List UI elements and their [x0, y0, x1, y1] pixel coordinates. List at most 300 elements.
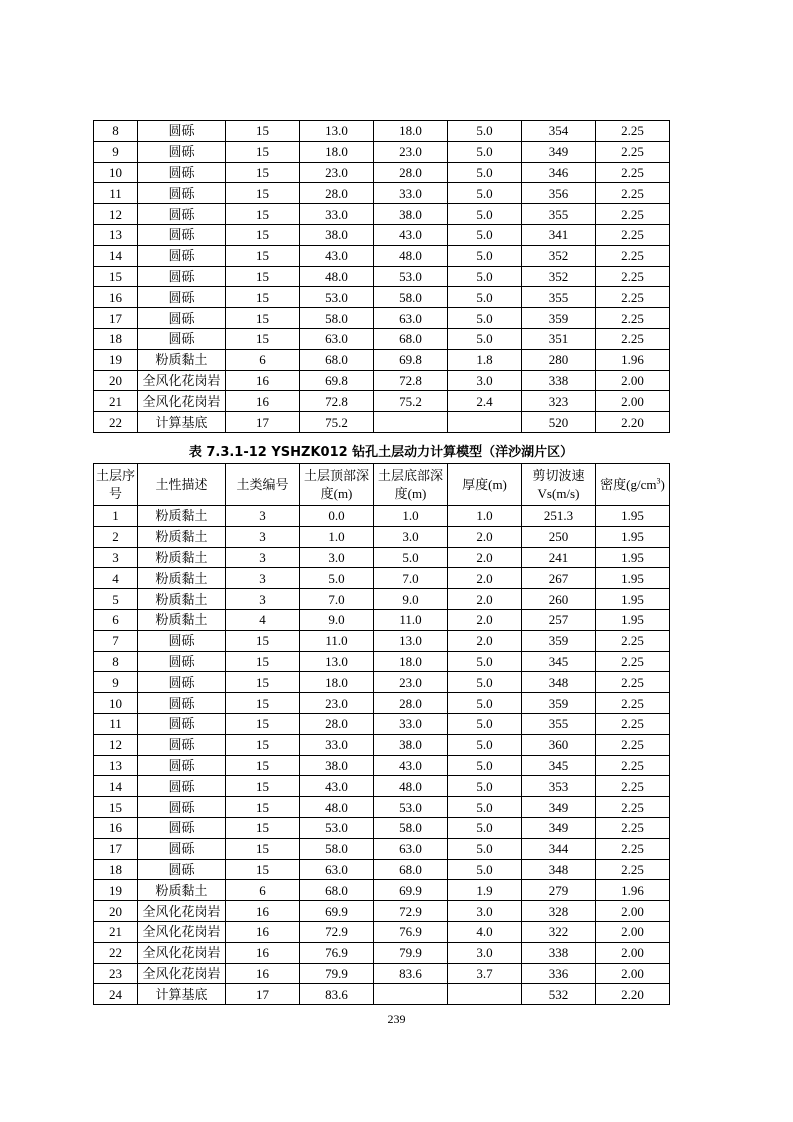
table-cell: 5.0 — [448, 797, 522, 818]
table-row — [94, 734, 670, 755]
table-cell: 15 — [226, 713, 300, 734]
table-cell: 5 — [94, 589, 138, 610]
table-cell: 2 — [94, 526, 138, 547]
table-cell: 72.9 — [374, 901, 448, 922]
table-cell: 76.9 — [374, 921, 448, 942]
table-cell: 1.0 — [300, 526, 374, 547]
table-cell — [448, 412, 522, 433]
table-cell: 5.0 — [448, 204, 522, 225]
table-cell: 2.25 — [596, 776, 670, 797]
table-cell: 16 — [94, 817, 138, 838]
table-cell: 圆砾 — [138, 838, 226, 859]
table-cell: 5.0 — [300, 568, 374, 589]
table-cell: 38.0 — [374, 734, 448, 755]
table-cell: 279 — [522, 880, 596, 901]
table-cell: 圆砾 — [138, 266, 226, 287]
table-cell: 69.9 — [300, 901, 374, 922]
table-row — [94, 901, 670, 922]
table-cell: 21 — [94, 921, 138, 942]
table-row — [94, 308, 670, 329]
table-cell — [374, 984, 448, 1005]
table-cell: 2.25 — [596, 817, 670, 838]
table-cell: 15 — [226, 204, 300, 225]
table-cell: 8 — [94, 651, 138, 672]
table-cell: 16 — [94, 287, 138, 308]
table-cell: 2.25 — [596, 672, 670, 693]
table-cell: 3.0 — [448, 370, 522, 391]
table-cell: 3.0 — [448, 901, 522, 922]
table-cell: 17 — [226, 412, 300, 433]
table-cell: 5.0 — [448, 266, 522, 287]
table-cell: 10 — [94, 162, 138, 183]
table-cell: 15 — [226, 245, 300, 266]
table-cell: 15 — [226, 859, 300, 880]
table-cell: 13 — [94, 755, 138, 776]
table-cell: 5.0 — [448, 734, 522, 755]
table-row — [94, 713, 670, 734]
table-cell: 圆砾 — [138, 630, 226, 651]
table-cell: 2.25 — [596, 630, 670, 651]
table-cell: 43.0 — [374, 755, 448, 776]
table-cell: 53.0 — [300, 287, 374, 308]
table-cell: 69.8 — [300, 370, 374, 391]
table-cell: 2.0 — [448, 630, 522, 651]
table-cell: 2.0 — [448, 589, 522, 610]
table-row — [94, 609, 670, 630]
table-cell: 3 — [226, 526, 300, 547]
table-cell: 圆砾 — [138, 755, 226, 776]
table-cell: 15 — [226, 693, 300, 714]
header-bottom-depth: 土层底部深度(m) — [374, 464, 448, 506]
header-top-depth: 土层顶部深度(m) — [300, 464, 374, 506]
table-cell: 2.4 — [448, 391, 522, 412]
table-cell: 38.0 — [300, 224, 374, 245]
table-cell: 341 — [522, 224, 596, 245]
table-cell: 圆砾 — [138, 183, 226, 204]
table-cell: 280 — [522, 349, 596, 370]
table-row — [94, 506, 670, 527]
table-cell: 2.25 — [596, 183, 670, 204]
table-cell: 69.8 — [374, 349, 448, 370]
table-cell: 圆砾 — [138, 287, 226, 308]
table-row — [94, 838, 670, 859]
table-cell: 9.0 — [374, 589, 448, 610]
table-cell: 6 — [94, 609, 138, 630]
table-cell: 粉质黏土 — [138, 880, 226, 901]
table-cell: 48.0 — [374, 776, 448, 797]
table-row — [94, 630, 670, 651]
table-cell: 18 — [94, 859, 138, 880]
table-row — [94, 942, 670, 963]
table-cell: 48.0 — [300, 266, 374, 287]
table-cell: 2.20 — [596, 412, 670, 433]
table-cell: 75.2 — [300, 412, 374, 433]
table-cell: 20 — [94, 901, 138, 922]
table-cell: 16 — [226, 370, 300, 391]
table-cell: 328 — [522, 901, 596, 922]
table-cell: 359 — [522, 308, 596, 329]
table-cell: 8 — [94, 121, 138, 142]
table-cell: 3.0 — [374, 526, 448, 547]
table-cell: 圆砾 — [138, 713, 226, 734]
table-caption: 表 7.3.1-12 YSHZK012 钻孔土层动力计算模型（洋沙湖片区） — [188, 445, 574, 460]
table-cell: 24 — [94, 984, 138, 1005]
table-row — [94, 526, 670, 547]
table-row — [94, 121, 670, 142]
header-soil-desc: 土性描述 — [138, 464, 226, 506]
table-cell: 18 — [94, 328, 138, 349]
table-cell: 322 — [522, 921, 596, 942]
table-cell: 粉质黏土 — [138, 609, 226, 630]
table-cell: 338 — [522, 370, 596, 391]
table-cell: 5.0 — [448, 162, 522, 183]
table-cell: 33.0 — [374, 713, 448, 734]
table-cell: 22 — [94, 412, 138, 433]
table-row — [94, 287, 670, 308]
table-cell: 346 — [522, 162, 596, 183]
table-cell: 16 — [226, 901, 300, 922]
table-row — [94, 183, 670, 204]
table-cell: 全风化花岗岩 — [138, 921, 226, 942]
header-density-sup: 3 — [656, 476, 661, 486]
table-cell: 72.8 — [374, 370, 448, 391]
table-cell: 63.0 — [300, 328, 374, 349]
table-cell: 圆砾 — [138, 859, 226, 880]
table-cell: 圆砾 — [138, 162, 226, 183]
table-cell: 58.0 — [374, 817, 448, 838]
table-cell: 28.0 — [374, 162, 448, 183]
table-row — [94, 349, 670, 370]
table-cell: 58.0 — [300, 838, 374, 859]
table-cell: 3.0 — [300, 547, 374, 568]
table-cell: 43.0 — [300, 245, 374, 266]
table-cell: 1.95 — [596, 589, 670, 610]
table-cell: 1.95 — [596, 526, 670, 547]
table-cell: 15 — [226, 630, 300, 651]
table-cell: 9.0 — [300, 609, 374, 630]
table-cell: 4.0 — [448, 921, 522, 942]
table-cell: 15 — [226, 817, 300, 838]
table-cell: 15 — [226, 162, 300, 183]
table-cell: 23.0 — [374, 141, 448, 162]
table-cell: 1.95 — [596, 609, 670, 630]
table-cell: 267 — [522, 568, 596, 589]
table-cell: 5.0 — [448, 713, 522, 734]
table-cell: 2.25 — [596, 328, 670, 349]
table-cell: 粉质黏土 — [138, 568, 226, 589]
table-cell: 全风化花岗岩 — [138, 963, 226, 984]
table-cell: 11 — [94, 713, 138, 734]
table-cell: 1.8 — [448, 349, 522, 370]
table-cell: 2.00 — [596, 391, 670, 412]
table-cell: 532 — [522, 984, 596, 1005]
table-row — [94, 651, 670, 672]
table-cell: 348 — [522, 672, 596, 693]
table-cell: 全风化花岗岩 — [138, 391, 226, 412]
table-cell: 28.0 — [374, 693, 448, 714]
table-cell: 2.25 — [596, 266, 670, 287]
table-row — [94, 693, 670, 714]
table-cell: 349 — [522, 797, 596, 818]
table-cell: 43.0 — [374, 224, 448, 245]
table-cell: 2.00 — [596, 942, 670, 963]
table-cell: 15 — [94, 797, 138, 818]
table-cell: 344 — [522, 838, 596, 859]
table-cell: 18.0 — [374, 651, 448, 672]
table-cell: 圆砾 — [138, 672, 226, 693]
table-cell: 1.0 — [374, 506, 448, 527]
table-cell: 15 — [226, 797, 300, 818]
table-cell: 圆砾 — [138, 121, 226, 142]
table-cell: 353 — [522, 776, 596, 797]
table-cell: 257 — [522, 609, 596, 630]
table-cell: 15 — [226, 287, 300, 308]
table-cell: 33.0 — [374, 183, 448, 204]
table-cell: 15 — [226, 183, 300, 204]
table-cell: 5.0 — [448, 776, 522, 797]
table-cell: 2.25 — [596, 162, 670, 183]
table-cell: 圆砾 — [138, 204, 226, 225]
table-cell: 5.0 — [448, 693, 522, 714]
table-cell: 22 — [94, 942, 138, 963]
table-cell: 63.0 — [300, 859, 374, 880]
table-cell: 圆砾 — [138, 224, 226, 245]
table-cell: 33.0 — [300, 204, 374, 225]
soil-layer-table-continued — [93, 120, 670, 433]
table-cell: 15 — [226, 776, 300, 797]
table-cell: 粉质黏土 — [138, 506, 226, 527]
table-cell: 3.7 — [448, 963, 522, 984]
table-cell: 75.2 — [374, 391, 448, 412]
table-cell: 15 — [226, 672, 300, 693]
table-cell: 349 — [522, 817, 596, 838]
table-cell: 5.0 — [448, 183, 522, 204]
table-cell: 16 — [226, 921, 300, 942]
table-cell: 15 — [226, 651, 300, 672]
table-cell: 圆砾 — [138, 776, 226, 797]
table-cell: 355 — [522, 287, 596, 308]
table-cell — [448, 984, 522, 1005]
table-cell: 68.0 — [300, 880, 374, 901]
table-cell: 23.0 — [300, 693, 374, 714]
table-cell: 355 — [522, 204, 596, 225]
table-cell: 5.0 — [448, 308, 522, 329]
table-cell: 13.0 — [300, 651, 374, 672]
table-cell: 17 — [94, 308, 138, 329]
header-layer-no: 土层序号 — [94, 464, 138, 506]
table-cell: 68.0 — [300, 349, 374, 370]
table-cell: 2.0 — [448, 547, 522, 568]
table-cell: 21 — [94, 391, 138, 412]
table-cell: 11.0 — [300, 630, 374, 651]
table-cell: 2.25 — [596, 287, 670, 308]
table-b-body — [94, 506, 670, 1005]
table-cell: 338 — [522, 942, 596, 963]
table-row — [94, 370, 670, 391]
table-cell: 1.96 — [596, 880, 670, 901]
table-cell: 2.00 — [596, 901, 670, 922]
table-cell: 2.25 — [596, 713, 670, 734]
table-cell: 4 — [226, 609, 300, 630]
table-row — [94, 266, 670, 287]
table-cell: 3 — [94, 547, 138, 568]
table-a-body — [94, 121, 670, 433]
table-row — [94, 245, 670, 266]
table-cell: 5.0 — [448, 287, 522, 308]
table-cell: 2.25 — [596, 859, 670, 880]
table-cell: 5.0 — [448, 838, 522, 859]
table-cell: 76.9 — [300, 942, 374, 963]
table-cell: 粉质黏土 — [138, 589, 226, 610]
table-cell: 360 — [522, 734, 596, 755]
table-cell: 2.25 — [596, 838, 670, 859]
table-cell: 352 — [522, 266, 596, 287]
table-row — [94, 755, 670, 776]
table-row — [94, 224, 670, 245]
table-cell: 5.0 — [448, 245, 522, 266]
table-row — [94, 984, 670, 1005]
table-cell: 68.0 — [374, 328, 448, 349]
table-row — [94, 672, 670, 693]
table-cell: 5.0 — [448, 121, 522, 142]
table-cell: 19 — [94, 880, 138, 901]
table-cell: 83.6 — [300, 984, 374, 1005]
table-row — [94, 204, 670, 225]
table-cell: 356 — [522, 183, 596, 204]
table-row — [94, 797, 670, 818]
table-cell: 3 — [226, 506, 300, 527]
table-cell: 69.9 — [374, 880, 448, 901]
table-cell: 0.0 — [300, 506, 374, 527]
table-cell: 17 — [226, 984, 300, 1005]
table-cell: 48.0 — [300, 797, 374, 818]
table-cell: 18.0 — [300, 141, 374, 162]
table-cell: 15 — [226, 141, 300, 162]
table-cell: 4 — [94, 568, 138, 589]
header-density — [596, 464, 670, 506]
table-cell: 359 — [522, 630, 596, 651]
table-row — [94, 880, 670, 901]
table-cell: 计算基底 — [138, 984, 226, 1005]
table-cell: 7.0 — [300, 589, 374, 610]
table-cell: 1.0 — [448, 506, 522, 527]
table-cell: 251.3 — [522, 506, 596, 527]
table-row — [94, 859, 670, 880]
table-cell: 15 — [226, 328, 300, 349]
table-cell: 1.95 — [596, 547, 670, 568]
table-cell: 1.95 — [596, 568, 670, 589]
table-cell: 2.00 — [596, 370, 670, 391]
table-cell: 1.9 — [448, 880, 522, 901]
table-row — [94, 412, 670, 433]
table-cell: 圆砾 — [138, 651, 226, 672]
table-cell: 12 — [94, 204, 138, 225]
table-cell: 1.95 — [596, 506, 670, 527]
table-cell: 15 — [226, 224, 300, 245]
table-cell: 2.25 — [596, 651, 670, 672]
table-cell: 全风化花岗岩 — [138, 901, 226, 922]
table-cell: 6 — [226, 880, 300, 901]
table-cell: 20 — [94, 370, 138, 391]
table-cell: 23 — [94, 963, 138, 984]
table-cell: 10 — [94, 693, 138, 714]
table-cell: 3 — [226, 568, 300, 589]
table-cell: 520 — [522, 412, 596, 433]
table-cell: 38.0 — [374, 204, 448, 225]
table-cell: 33.0 — [300, 734, 374, 755]
table-cell: 2.25 — [596, 245, 670, 266]
table-row — [94, 162, 670, 183]
table-row — [94, 921, 670, 942]
table-cell: 79.9 — [300, 963, 374, 984]
table-cell: 5.0 — [448, 224, 522, 245]
table-cell: 2.0 — [448, 526, 522, 547]
table-cell: 23.0 — [300, 162, 374, 183]
page-number: 239 — [387, 1012, 406, 1026]
table-row — [94, 141, 670, 162]
table-cell: 2.00 — [596, 921, 670, 942]
table-cell: 圆砾 — [138, 308, 226, 329]
table-row — [94, 328, 670, 349]
table-cell: 18.0 — [374, 121, 448, 142]
table-cell: 16 — [226, 391, 300, 412]
table-cell: 2.25 — [596, 734, 670, 755]
table-cell: 1.96 — [596, 349, 670, 370]
table-cell: 352 — [522, 245, 596, 266]
table-cell: 2.25 — [596, 121, 670, 142]
table-cell: 2.25 — [596, 797, 670, 818]
header-density-close: ) — [660, 476, 665, 492]
table-cell: 359 — [522, 693, 596, 714]
table-cell: 2.25 — [596, 141, 670, 162]
table-cell: 全风化花岗岩 — [138, 370, 226, 391]
table-cell: 14 — [94, 245, 138, 266]
table-cell: 15 — [226, 121, 300, 142]
table-cell: 48.0 — [374, 245, 448, 266]
table-cell: 83.6 — [374, 963, 448, 984]
table-cell: 计算基底 — [138, 412, 226, 433]
table-cell: 15 — [226, 266, 300, 287]
table-cell: 58.0 — [374, 287, 448, 308]
table-cell: 粉质黏土 — [138, 547, 226, 568]
table-cell: 圆砾 — [138, 328, 226, 349]
table-cell: 345 — [522, 651, 596, 672]
table-row — [94, 776, 670, 797]
table-cell — [374, 412, 448, 433]
table-cell: 13.0 — [300, 121, 374, 142]
soil-layer-table-yshzk012 — [93, 463, 670, 1005]
table-cell: 43.0 — [300, 776, 374, 797]
table-cell: 9 — [94, 141, 138, 162]
header-shear-velocity: 剪切波速Vs(m/s) — [522, 464, 596, 506]
table-cell: 53.0 — [374, 266, 448, 287]
table-cell: 72.9 — [300, 921, 374, 942]
table-cell: 241 — [522, 547, 596, 568]
table-cell: 355 — [522, 713, 596, 734]
table-cell: 1 — [94, 506, 138, 527]
table-cell: 9 — [94, 672, 138, 693]
table-cell: 14 — [94, 776, 138, 797]
table-cell: 3.0 — [448, 942, 522, 963]
table-cell: 19 — [94, 349, 138, 370]
table-cell: 16 — [226, 942, 300, 963]
table-cell: 16 — [226, 963, 300, 984]
table-cell: 53.0 — [374, 797, 448, 818]
table-cell: 6 — [226, 349, 300, 370]
table-cell: 全风化花岗岩 — [138, 942, 226, 963]
table-row — [94, 547, 670, 568]
table-cell: 348 — [522, 859, 596, 880]
